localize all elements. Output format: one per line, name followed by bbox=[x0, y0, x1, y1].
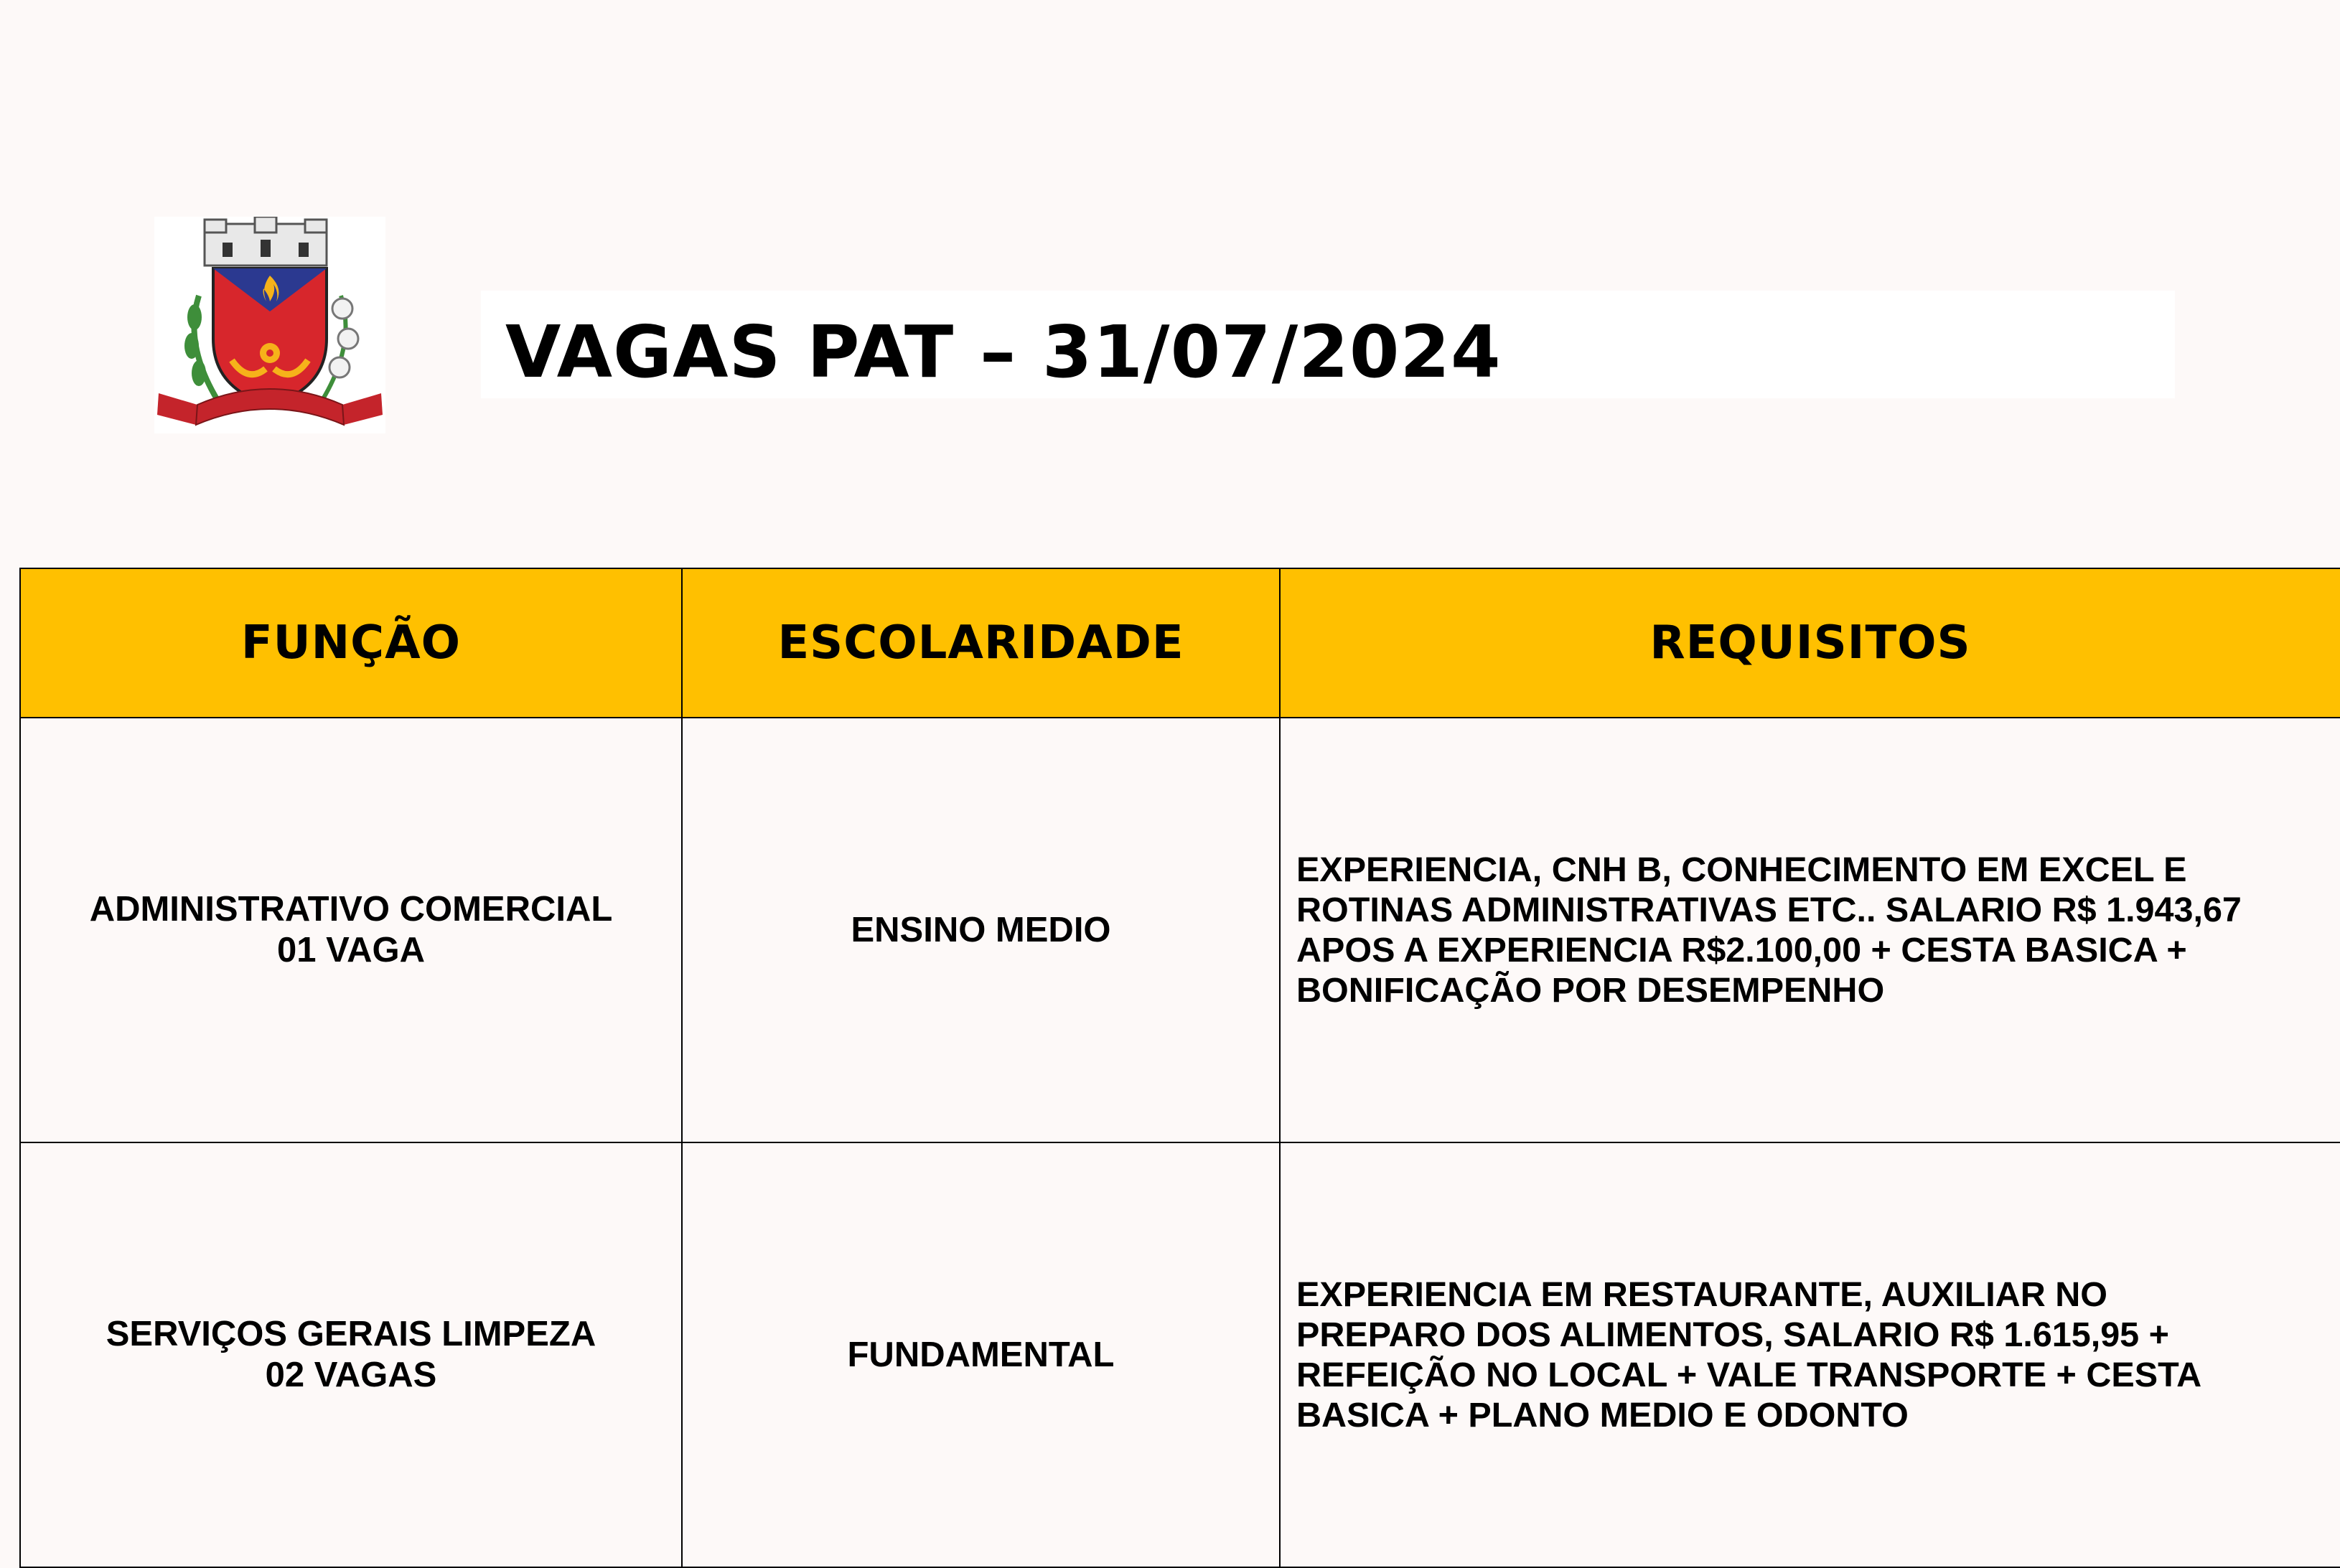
requisito-line: EXPERIENCIA EM RESTAURANTE, AUXILIAR NO bbox=[1296, 1274, 2107, 1314]
requisito-line: PREPARO DOS ALIMENTOS, SALARIO R$ 1.615,95 + bbox=[1296, 1315, 2169, 1354]
requisito-line: APOS A EXPERIENCIA R$2.100,00 + CESTA BASICA + bbox=[1296, 931, 2187, 970]
title-box bbox=[481, 291, 2175, 398]
requisito-line: REFEIÇÃO NO LOCAL + VALE TRANSPORTE + CESTA bbox=[1296, 1356, 2202, 1394]
requisito-line: ROTINAS ADMINISTRATIVAS ETC.. SALARIO R$ 1.943,67 bbox=[1296, 890, 2242, 929]
funcao-title: SERVIÇOS GERAIS LIMPEZA bbox=[106, 1315, 596, 1354]
requisito-line: EXPERIENCIA, CNH B, CONHECIMENTO EM EXCEL E bbox=[1296, 850, 2187, 889]
funcao-vagas: 02 VAGAS bbox=[265, 1356, 437, 1394]
table-row bbox=[20, 1142, 2340, 1567]
funcao-cell bbox=[20, 1142, 682, 1567]
page-title: VAGAS PAT – 31/07/2024 bbox=[505, 310, 1502, 394]
requisitos-cell bbox=[1280, 1142, 2340, 1567]
funcao-vagas: 01 VAGA bbox=[276, 931, 426, 970]
funcao-cell bbox=[20, 718, 682, 1142]
job-openings-table bbox=[19, 568, 2340, 1568]
city-coat-of-arms-icon bbox=[154, 217, 385, 433]
column-header-funcao: FUNÇÃO bbox=[20, 568, 682, 718]
funcao-title: ADMINISTRATIVO COMERCIAL bbox=[89, 890, 613, 929]
table-header-row bbox=[20, 568, 2340, 718]
table-row bbox=[20, 718, 2340, 1142]
column-header-requisitos: REQUISITOS bbox=[1280, 568, 2340, 718]
requisito-line: BASICA + PLANO MEDIO E ODONTO bbox=[1296, 1396, 1909, 1435]
escolaridade-cell: ENSINO MEDIO bbox=[682, 718, 1280, 1142]
column-header-escolaridade: ESCOLARIDADE bbox=[682, 568, 1280, 718]
requisito-line: BONIFICAÇÃO POR DESEMPENHO bbox=[1296, 971, 1885, 1010]
escolaridade-cell: FUNDAMENTAL bbox=[682, 1142, 1280, 1567]
requisitos-cell bbox=[1280, 718, 2340, 1142]
